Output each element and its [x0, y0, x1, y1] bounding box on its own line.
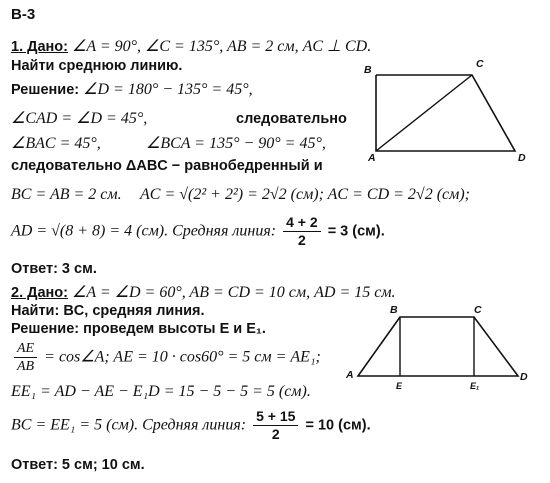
p2-label-c: C: [474, 304, 482, 316]
p1-sol-line6a: AD = √(8 + 8) = 4 (см). Средняя линия:: [11, 222, 277, 240]
p2-sol-line2: [11, 340, 321, 375]
p2-given-line: [11, 284, 396, 302]
p2-label-e1: E₁: [470, 381, 480, 391]
p1-trapezoid-figure: [362, 55, 542, 165]
p1-frac-num: 4 + 2: [283, 214, 321, 232]
p1-sol-line4: следовательно ΔABC − равнобедренный и: [11, 158, 323, 174]
p1-sol-line1: [11, 81, 253, 99]
p1-sol-line5b: AC = √(2² + 2²) = 2√2 (см); AC = CD = 2√2 (см);: [140, 186, 470, 203]
p1-sol-line2a: ∠CAD = ∠D = 45°,: [11, 110, 148, 127]
p2-given: ∠A = ∠D = 60°, AB = CD = 10 см, AD = 15 см.: [72, 284, 396, 301]
p1-diagonal-ac: [376, 75, 472, 151]
p2-task: Найти: BC, средняя линия.: [11, 303, 205, 319]
p1-fraction: [283, 214, 321, 249]
p1-trapezoid: [376, 75, 515, 151]
p1-label-b: B: [364, 64, 372, 76]
p2-label-a: A: [346, 369, 354, 381]
p2-sol-line4: [11, 408, 371, 443]
variant-title: В-3: [11, 6, 36, 23]
p2-sol-line1: Решение: проведем высоты E и E₁.: [11, 321, 266, 337]
p2-title: 2. Дано:: [11, 285, 68, 301]
p2-frac2-res: = 10 (см).: [305, 417, 371, 434]
p2-frac1-num: AE: [14, 340, 37, 358]
p1-label-a: A: [368, 152, 376, 164]
p1-given-line: [11, 38, 371, 56]
p2-label-d: D: [520, 371, 528, 383]
p1-sol-line3b: ∠BCA = 135° − 90° = 45°,: [146, 135, 326, 152]
p1-sol-line5a: BC = AB = 2 см.: [11, 186, 122, 203]
p1-sol-eq1: ∠D = 180° − 135° = 45°,: [83, 81, 253, 98]
p1-frac-den: 2: [297, 232, 306, 248]
p2-answer: Ответ: 5 см; 10 см.: [11, 457, 145, 473]
p2-sol-line3: EE₁ = AD − AE − E₁D = 15 − 5 − 5 = 5 (см).: [11, 383, 311, 400]
p2-label-b: B: [390, 304, 398, 316]
p2-fraction: [253, 408, 298, 443]
p1-frac-res: = 3 (см).: [327, 223, 385, 240]
p2-frac2-den: 2: [271, 426, 280, 442]
p2-frac1-den: AB: [17, 359, 35, 374]
p2-sol-line4a: BC = EE₁ = 5 (см). Средняя линия:: [11, 416, 247, 434]
p2-frac2-num: 5 + 15: [253, 408, 298, 426]
p1-sol-label: Решение:: [11, 82, 80, 98]
p2-trapezoid-figure: [340, 300, 540, 395]
p2-label-e: E: [396, 381, 403, 391]
p2-sol-eq2: = cos∠A; AE = 10 · cos60° = 5 см = AE₁;: [44, 348, 321, 366]
p1-sol-line2b: следовательно: [236, 111, 347, 127]
p2-fraction-ae-ab: [14, 340, 37, 375]
p1-task: Найти среднюю линию.: [11, 58, 183, 74]
p1-answer: Ответ: 3 см.: [11, 261, 97, 277]
p1-given: ∠A = 90°, ∠C = 135°, AB = 2 см, AC ⊥ CD.: [72, 38, 372, 55]
p1-sol-line6: [11, 214, 385, 249]
p1-label-c: C: [476, 58, 484, 70]
p1-title: 1. Дано:: [11, 39, 68, 55]
p1-label-d: D: [518, 152, 526, 164]
p1-sol-line3a: ∠BAC = 45°,: [11, 135, 101, 152]
p2-trapezoid: [358, 317, 518, 376]
